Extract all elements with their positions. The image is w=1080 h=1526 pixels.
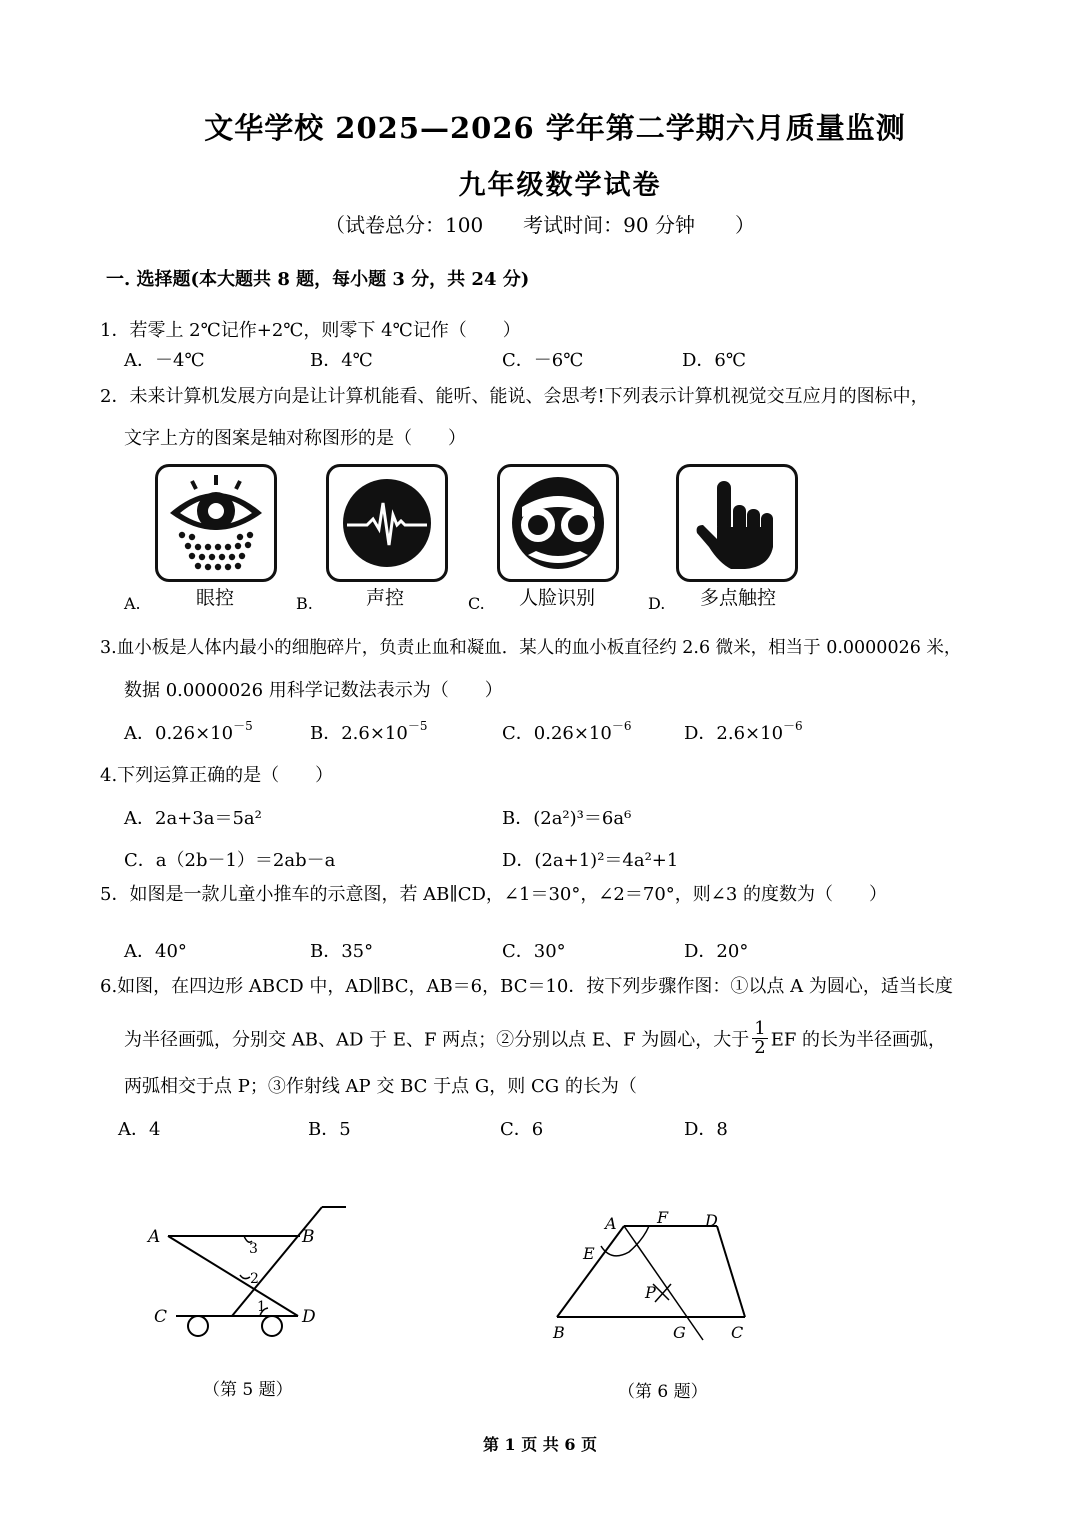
q2-option-c-label: 人脸识别: [519, 587, 596, 609]
exam-title: 文华学校 2025—2026 学年第二学期六月质量监测: [204, 111, 906, 145]
fig6-label-f: F: [657, 1208, 669, 1227]
q5-option-c: C．30°: [502, 941, 566, 962]
q3-option-a: A．$0.26\times 10^{-5}$: [124, 719, 253, 744]
q3-stem-line2: 数据 0.0000026 用科学记数法表示为（ ）: [124, 680, 503, 701]
q3-option-d: D．$2.6\times 10^{-6}$: [684, 719, 803, 744]
fraction-one-half: $\frac{1}{2}$: [754, 1018, 766, 1058]
fig6-label-p: P: [645, 1283, 656, 1302]
fig5-label-b: B: [302, 1227, 315, 1247]
fig5-angle-2: 2: [250, 1271, 259, 1287]
q2-option-c-letter: C.: [468, 594, 485, 613]
q5-option-a: A．40°: [124, 941, 187, 962]
q6-option-d: D．8: [684, 1119, 728, 1140]
exam-info: （试卷总分：100 考试时间：90 分钟 ）: [325, 213, 755, 237]
q1-option-c: C．－6℃: [502, 350, 584, 371]
q6-stem-line2: 为半径画弧，分别交 AB、AD 于 E、F 两点；②分别以点 E、F 为圆心，大于 $\frac{1}{2}$ EF 的长为半径画弧，: [124, 1018, 947, 1058]
hand-touch-icon: [676, 464, 798, 582]
q2-option-d-label: 多点触控: [700, 587, 777, 609]
sound-wave-icon: [326, 464, 448, 582]
figure-6-caption: （第 6 题）: [618, 1382, 708, 1402]
figure-6-quadrilateral: [545, 1200, 765, 1350]
page-number: 第 1 页 共 6 页: [482, 1435, 598, 1454]
q2-option-b-label: 声控: [366, 587, 405, 609]
fig6-label-a: A: [605, 1214, 617, 1233]
q2-option-d-letter: D.: [648, 594, 666, 613]
eye-icon: [155, 464, 277, 582]
exam-subtitle: 九年级数学试卷: [458, 170, 662, 201]
fig5-label-a: A: [148, 1227, 161, 1247]
section-heading: 一. 选择题(本大题共 8 题，每小题 3 分，共 24 分): [106, 269, 530, 290]
q2-stem-line1: 2．未来计算机发展方向是让计算机能看、能听、能说、会思考!下列表示计算机视觉交互应月的图标中，: [100, 386, 929, 407]
q1-stem: 1．若零上 2℃记作+2℃，则零下 4℃记作（ ）: [100, 320, 521, 341]
fig6-label-d: D: [705, 1211, 718, 1230]
q4-option-c: C．a（2b－1）＝2ab－a: [124, 850, 336, 871]
q6-option-a: A．4: [118, 1119, 161, 1140]
q1-option-b: B．4℃: [310, 350, 373, 371]
fig6-label-c: C: [731, 1323, 744, 1342]
q4-option-b: B．(2a²)³＝6a⁶: [502, 808, 632, 829]
q5-option-d: D．20°: [684, 941, 749, 962]
q6-stem-line3: 两弧相交于点 P；③作射线 AP 交 BC 于点 G，则 CG 的长为（: [124, 1076, 637, 1097]
q2-stem-line2: 文字上方的图案是轴对称图形的是（ ）: [124, 428, 466, 449]
fig5-label-c: C: [154, 1307, 168, 1327]
q2-option-b-letter: B.: [296, 594, 313, 613]
q5-option-b: B．35°: [310, 941, 374, 962]
figure-5-caption: （第 5 题）: [203, 1380, 293, 1400]
fig6-label-e: E: [583, 1244, 595, 1263]
q4-option-d: D．(2a+1)²＝4a²+1: [502, 850, 679, 871]
q4-option-a: A．2a+3a＝5a²: [124, 808, 262, 829]
q6-stem-line1: 6.如图，在四边形 ABCD 中，AD∥BC，AB＝6，BC＝10．按下列步骤作图：①以点 A 为圆心，适当长度: [100, 976, 953, 997]
q6-option-c: C．6: [500, 1119, 544, 1140]
q3-option-c: C．$0.26\times 10^{-6}$: [502, 719, 632, 744]
q2-option-a-letter: A.: [124, 594, 141, 613]
fig5-label-d: D: [302, 1307, 316, 1327]
fig6-label-g: G: [673, 1323, 686, 1342]
q6-option-b: B．5: [308, 1119, 351, 1140]
q1-option-a: A．－4℃: [124, 350, 205, 371]
fig6-label-b: B: [553, 1323, 565, 1342]
q2-option-a-label: 眼控: [196, 587, 235, 609]
figure-5-stroller: [140, 1195, 370, 1355]
fig5-angle-1: 1: [257, 1299, 266, 1315]
q1-option-d: D．6℃: [682, 350, 747, 371]
q4-stem: 4.下列运算正确的是（ ）: [100, 765, 334, 786]
q5-stem: 5．如图是一款儿童小推车的示意图，若 AB∥CD，∠1＝30°，∠2＝70°，则∠3 的度数为（ ）: [100, 884, 888, 905]
q3-stem-line1: 3.血小板是人体内最小的细胞碎片，负责止血和凝血．某人的血小板直径约 2.6 微米，相当于 0.0000026 米，: [100, 638, 962, 658]
fig5-angle-3: 3: [249, 1241, 258, 1257]
q3-option-b: B．$2.6\times 10^{-5}$: [310, 719, 428, 744]
face-recognition-icon: [497, 464, 619, 582]
